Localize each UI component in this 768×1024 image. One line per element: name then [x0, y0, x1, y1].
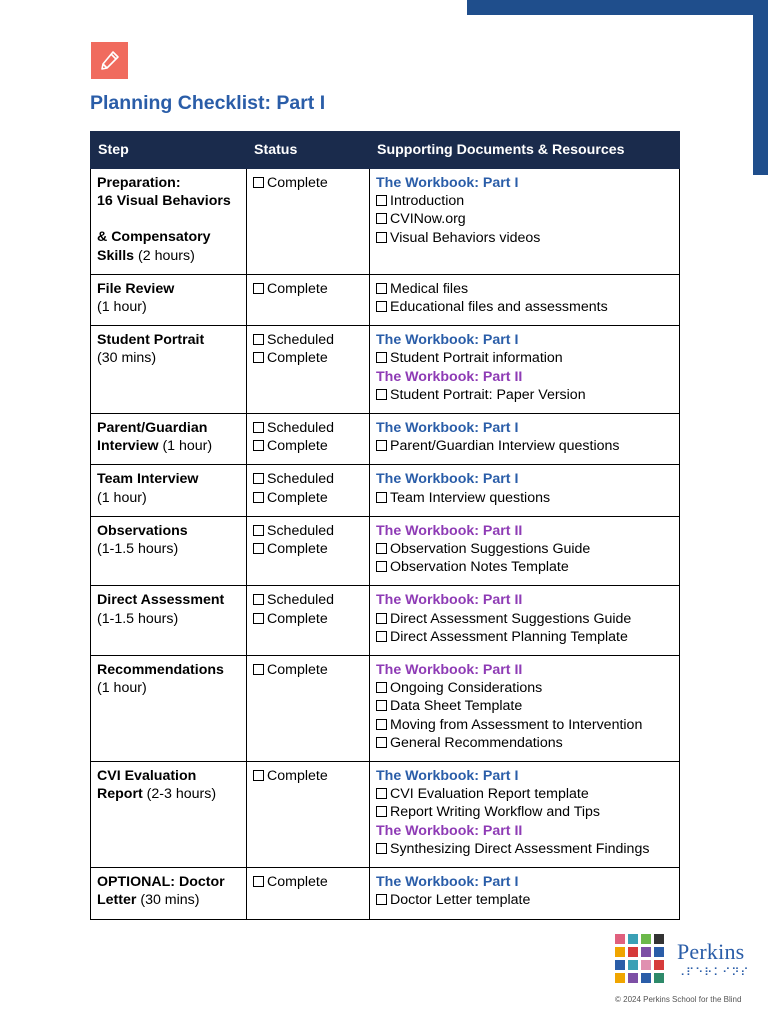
status-complete-checkbox[interactable] — [253, 610, 363, 628]
table-row — [91, 762, 680, 868]
table-row — [91, 326, 680, 414]
checkbox-icon[interactable] — [376, 232, 387, 243]
status-label: Scheduled — [267, 522, 335, 539]
workbook-heading: The Workbook: Part I — [376, 768, 519, 785]
resources-cell — [370, 516, 680, 586]
checkbox-icon[interactable] — [376, 894, 387, 905]
resource-label: CVI Evaluation Report template — [390, 786, 589, 803]
resource-item[interactable] — [376, 734, 673, 752]
step-duration: (30 mins) — [97, 350, 157, 367]
workbook-heading: The Workbook: Part II — [376, 592, 523, 609]
resource-item[interactable] — [376, 558, 673, 576]
checkbox-icon[interactable] — [376, 543, 387, 554]
status-complete-checkbox[interactable] — [253, 349, 363, 367]
logo-tile — [654, 947, 664, 957]
status-scheduled-checkbox[interactable] — [253, 331, 363, 349]
step-name: OPTIONAL: Doctor — [97, 874, 225, 891]
step-line — [97, 228, 240, 246]
resource-item[interactable] — [376, 192, 673, 210]
checkbox-icon[interactable] — [376, 561, 387, 572]
perkins-logo-mark — [615, 934, 664, 983]
logo-tile — [654, 960, 664, 970]
table-row — [91, 465, 680, 516]
resource-label: Data Sheet Template — [390, 698, 523, 715]
resource-label: Ongoing Considerations — [390, 680, 543, 697]
step-duration: (1 hour) — [97, 680, 147, 697]
step-name: & Compensatory — [97, 229, 211, 246]
resource-item[interactable] — [376, 840, 673, 858]
checkbox-icon[interactable] — [253, 352, 264, 363]
resource-label: Moving from Assessment to Intervention — [390, 716, 643, 733]
status-label: Complete — [267, 175, 328, 191]
checkbox-icon[interactable] — [253, 543, 264, 554]
header-resources: Supporting Documents & Resources — [370, 132, 680, 169]
resource-item[interactable] — [376, 349, 673, 367]
step-duration: (1 hour) — [97, 299, 147, 316]
resource-label: General Recommendations — [390, 734, 563, 751]
resource-label: Direct Assessment Planning Template — [390, 628, 628, 645]
checkbox-icon[interactable] — [253, 594, 264, 605]
resources-cell — [370, 169, 680, 275]
resources-cell — [370, 274, 680, 325]
table-row — [91, 868, 680, 919]
step-name: Observations — [97, 522, 188, 539]
status-complete-checkbox[interactable] — [253, 767, 363, 785]
step-cell — [91, 762, 247, 868]
table-header-row — [91, 132, 680, 169]
logo-tile — [628, 947, 638, 957]
resource-item[interactable] — [376, 280, 673, 298]
resource-label: Visual Behaviors videos — [390, 229, 541, 246]
step-line — [97, 192, 240, 210]
header-step: Step — [91, 132, 247, 169]
braille-text: ⠠⠏⠑⠗⠅⠊⠝⠎ — [677, 967, 750, 979]
logo-tile — [641, 960, 651, 970]
resources-cell — [370, 465, 680, 516]
step-line — [97, 522, 240, 540]
checkbox-icon[interactable] — [376, 213, 387, 224]
resource-item[interactable] — [376, 229, 673, 247]
status-label: Complete — [267, 280, 328, 297]
status-cell — [247, 274, 370, 325]
side-accent-bar — [753, 0, 768, 175]
checkbox-icon[interactable] — [253, 664, 264, 675]
resource-label: Synthesizing Direct Assessment Findings — [390, 840, 650, 857]
resource-item[interactable] — [376, 785, 673, 803]
planning-checklist-table — [90, 131, 680, 920]
status-label: Complete — [267, 438, 328, 455]
table-row — [91, 414, 680, 465]
resource-label: Student Portrait: Paper Version — [390, 386, 586, 403]
workbook-heading: The Workbook: Part I — [376, 874, 519, 891]
step-line — [97, 331, 240, 349]
workbook-heading: The Workbook: Part I — [376, 175, 519, 191]
status-label: Scheduled — [267, 471, 335, 488]
checkbox-icon[interactable] — [253, 473, 264, 484]
resource-item[interactable] — [376, 489, 673, 507]
status-cell — [247, 656, 370, 762]
checkbox-icon[interactable] — [253, 770, 264, 781]
step-duration: (2-3 hours) — [142, 786, 217, 803]
status-complete-checkbox[interactable] — [253, 174, 363, 192]
workbook-heading: The Workbook: Part II — [376, 662, 523, 679]
resource-label: Report Writing Workflow and Tips — [390, 804, 600, 821]
workbook-heading: The Workbook: Part I — [376, 332, 519, 349]
checkbox-icon[interactable] — [376, 389, 387, 400]
step-duration: (2 hours) — [134, 247, 195, 264]
step-line — [97, 891, 240, 909]
header-status: Status — [247, 132, 370, 169]
checkbox-icon[interactable] — [253, 283, 264, 294]
resource-label: Doctor Letter template — [390, 892, 531, 909]
checkbox-icon[interactable] — [376, 352, 387, 363]
resource-label: Observation Suggestions Guide — [390, 541, 591, 558]
checkbox-icon[interactable] — [376, 301, 387, 312]
status-cell — [247, 326, 370, 414]
workbook-heading: The Workbook: Part I — [376, 420, 519, 437]
status-cell — [247, 586, 370, 656]
step-name: Parent/Guardian — [97, 420, 208, 437]
status-scheduled-checkbox[interactable] — [253, 522, 363, 540]
step-duration: (1 hour) — [158, 438, 213, 455]
checkbox-icon[interactable] — [253, 422, 264, 433]
checkbox-icon[interactable] — [376, 843, 387, 854]
status-label: Scheduled — [267, 420, 335, 437]
status-label: Complete — [267, 350, 328, 367]
checkbox-icon[interactable] — [376, 283, 387, 294]
status-complete-checkbox[interactable] — [253, 873, 363, 891]
resource-item[interactable] — [376, 210, 673, 228]
status-label: Complete — [267, 874, 328, 891]
checkbox-icon[interactable] — [376, 806, 387, 817]
workbook-heading: The Workbook: Part II — [376, 368, 523, 385]
logo-tile — [628, 960, 638, 970]
step-cell — [91, 516, 247, 586]
step-name: Student Portrait — [97, 332, 205, 349]
resource-label: Observation Notes Template — [390, 559, 569, 576]
resources-cell — [370, 868, 680, 919]
checkbox-icon[interactable] — [376, 788, 387, 799]
logo-tile — [641, 934, 651, 944]
checkbox-icon[interactable] — [376, 682, 387, 693]
table-row — [91, 586, 680, 656]
status-label: Scheduled — [267, 592, 335, 609]
checkbox-icon[interactable] — [253, 177, 264, 188]
resource-item[interactable] — [376, 610, 673, 628]
workbook-heading: The Workbook: Part II — [376, 822, 523, 839]
status-cell — [247, 465, 370, 516]
step-line — [97, 785, 240, 803]
logo-tile — [615, 934, 625, 944]
resource-label: Team Interview questions — [390, 489, 551, 506]
logo-tile — [641, 947, 651, 957]
step-line — [97, 247, 240, 265]
logo-tile — [628, 973, 638, 983]
step-line — [97, 437, 240, 455]
copyright-text: © 2024 Perkins School for the Blind — [615, 995, 742, 1004]
step-line — [97, 873, 240, 891]
resource-item[interactable] — [376, 437, 673, 455]
checkbox-icon[interactable] — [376, 195, 387, 206]
step-name: File Review — [97, 280, 175, 297]
logo-tile — [654, 973, 664, 983]
resources-cell — [370, 414, 680, 465]
resource-label: Parent/Guardian Interview questions — [390, 438, 620, 455]
step-cell — [91, 868, 247, 919]
resource-item[interactable] — [376, 628, 673, 646]
checkbox-icon[interactable] — [253, 492, 264, 503]
logo-tile — [615, 960, 625, 970]
step-name: Direct Assessment — [97, 592, 225, 609]
step-name: Preparation: — [97, 175, 181, 191]
checkbox-icon[interactable] — [376, 700, 387, 711]
logo-tile — [615, 947, 625, 957]
resource-item[interactable] — [376, 298, 673, 316]
status-complete-checkbox[interactable] — [253, 437, 363, 455]
step-name: Letter — [97, 892, 137, 909]
table-row — [91, 516, 680, 586]
top-accent-bar — [467, 0, 768, 15]
step-name: Team Interview — [97, 471, 199, 488]
workbook-heading: The Workbook: Part II — [376, 522, 523, 539]
status-cell — [247, 414, 370, 465]
checkbox-icon[interactable] — [376, 631, 387, 642]
step-duration: (1 hour) — [97, 489, 147, 506]
step-line — [97, 591, 240, 609]
status-label: Complete — [267, 610, 328, 627]
resource-item[interactable] — [376, 716, 673, 734]
resources-cell — [370, 656, 680, 762]
step-line — [97, 661, 240, 679]
resources-cell — [370, 326, 680, 414]
table-row — [91, 169, 680, 275]
resource-item[interactable] — [376, 679, 673, 697]
status-scheduled-checkbox[interactable] — [253, 470, 363, 488]
status-cell — [247, 516, 370, 586]
step-name: Report — [97, 786, 143, 803]
workbook-heading: The Workbook: Part I — [376, 471, 519, 488]
checkbox-icon[interactable] — [376, 492, 387, 503]
status-label: Complete — [267, 489, 328, 506]
step-cell — [91, 414, 247, 465]
resource-item[interactable] — [376, 697, 673, 715]
step-name: Recommendations — [97, 662, 224, 679]
status-scheduled-checkbox[interactable] — [253, 591, 363, 609]
resource-label: CVINow.org — [390, 211, 466, 228]
step-line — [97, 767, 240, 785]
step-duration: (30 mins) — [136, 892, 200, 909]
step-cell — [91, 586, 247, 656]
status-cell — [247, 762, 370, 868]
step-name: Skills — [97, 247, 135, 264]
status-label: Complete — [267, 768, 328, 785]
checkbox-icon[interactable] — [253, 613, 264, 624]
resource-item[interactable] — [376, 803, 673, 821]
resource-label: Student Portrait information — [390, 350, 563, 367]
checkbox-icon[interactable] — [376, 440, 387, 451]
checkbox-icon[interactable] — [376, 719, 387, 730]
resources-cell — [370, 762, 680, 868]
status-complete-checkbox[interactable] — [253, 661, 363, 679]
step-cell — [91, 656, 247, 762]
status-cell — [247, 868, 370, 919]
resources-cell — [370, 586, 680, 656]
resource-item[interactable] — [376, 540, 673, 558]
checkbox-icon[interactable] — [253, 334, 264, 345]
step-line — [97, 174, 240, 192]
status-scheduled-checkbox[interactable] — [253, 419, 363, 437]
logo-tile — [654, 934, 664, 944]
checkbox-icon[interactable] — [253, 525, 264, 536]
step-line — [97, 280, 240, 298]
resource-label: Direct Assessment Suggestions Guide — [390, 610, 632, 627]
resource-label: Medical files — [390, 280, 469, 297]
perkins-logo-text: Perkins — [677, 939, 745, 964]
status-complete-checkbox[interactable] — [253, 540, 363, 558]
resource-label: Introduction — [390, 193, 465, 210]
table-row — [91, 656, 680, 762]
status-label: Scheduled — [267, 332, 335, 349]
step-name: Interview — [97, 438, 159, 455]
step-name: CVI Evaluation — [97, 768, 197, 785]
logo-tile — [641, 973, 651, 983]
page-title: Planning Checklist: Part I — [90, 92, 326, 114]
step-cell — [91, 465, 247, 516]
checkbox-icon[interactable] — [253, 440, 264, 451]
step-duration: (1-1.5 hours) — [97, 541, 179, 558]
step-name: 16 Visual Behaviors — [97, 193, 231, 210]
step-cell — [91, 326, 247, 414]
table-row — [91, 274, 680, 325]
status-complete-checkbox[interactable] — [253, 280, 363, 298]
resource-item[interactable] — [376, 386, 673, 404]
status-label: Complete — [267, 662, 328, 679]
pencil-icon — [91, 42, 128, 79]
logo-tile — [615, 973, 625, 983]
step-duration: (1-1.5 hours) — [97, 610, 179, 627]
status-cell — [247, 169, 370, 275]
checkbox-icon[interactable] — [376, 737, 387, 748]
step-line — [97, 470, 240, 488]
resource-label: Educational files and assessments — [390, 299, 608, 316]
logo-tile — [628, 934, 638, 944]
status-label: Complete — [267, 541, 328, 558]
step-line — [97, 419, 240, 437]
step-cell — [91, 169, 247, 275]
resource-item[interactable] — [376, 891, 673, 909]
checkbox-icon[interactable] — [253, 876, 264, 887]
checkbox-icon[interactable] — [376, 613, 387, 624]
status-complete-checkbox[interactable] — [253, 489, 363, 507]
line-gap — [97, 210, 240, 228]
step-cell — [91, 274, 247, 325]
